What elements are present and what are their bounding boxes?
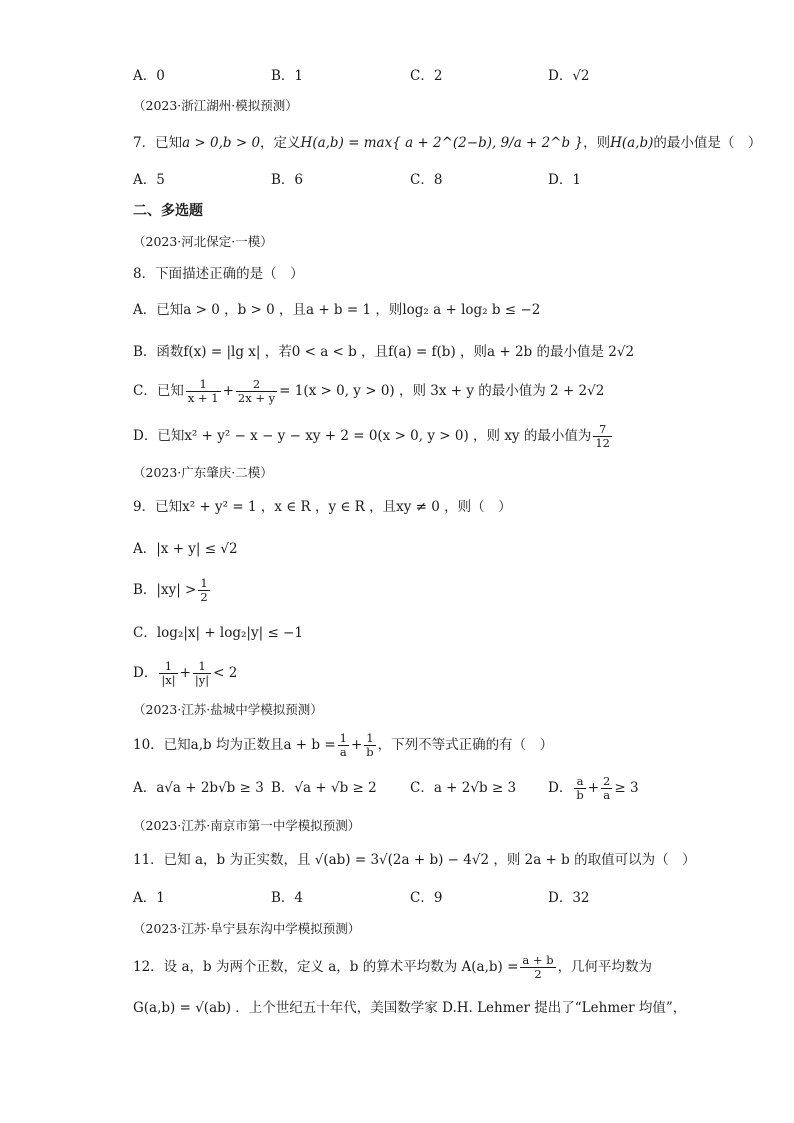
q9-option-c: C．log₂|x| + log₂|y| ≤ −1 [133, 625, 303, 641]
q7-option-c: C．8 [410, 172, 443, 188]
fraction: $\frac{a}{b}$ [576, 774, 584, 802]
q8-stem: 8．下面描述正确的是（ ） [133, 266, 304, 282]
q7-stem: 7．已知a > 0,b > 0，定义H(a,b) = max{ a + 2^(2−b), 9/a + 2^b }，则H(a,b)的最小值是（ ） [133, 135, 762, 151]
q8-option-d: D．已知x² + y² − x − y − xy + 2 = 0(x > 0, y > 0) ，则 xy 的最小值为 $\frac{7}{12}$ [133, 422, 610, 450]
fraction: $\frac{7}{12}$ [595, 422, 610, 450]
q10-option-d: D． $\frac{a}{b}$ + $\frac{2}{a}$ ≥ 3 [548, 774, 639, 802]
q8-option-b: B．函数f(x) = |lg x| ，若0 < a < b ，且f(a) = f(b) ，则a + 2b 的最小值是 2√2 [133, 344, 635, 360]
q10-option-c: C．a + 2√b ≥ 3 [410, 780, 517, 796]
q11-option-b: B．4 [271, 890, 304, 906]
q11-option-d: D．32 [548, 890, 590, 906]
fraction: $\frac{1}{|y|}$ [194, 659, 210, 687]
q9-option-d: D． $\frac{1}{|x|}$ + $\frac{1}{|y|}$ < 2 [133, 659, 238, 687]
q10-options [133, 771, 733, 805]
q8-source: （2023·河北保定·一模） [133, 234, 273, 249]
fraction: $\frac{a + b}{2}$ [522, 953, 554, 981]
q8-option-c: C．已知 $\frac{1}{x + 1}$ + $\frac{2}{2x + y}$ = 1(x > 0, y > 0) ，则 3x + y 的最小值为 2 + 2√2 [133, 377, 605, 405]
fraction: $\frac{1}{2}$ [200, 576, 208, 604]
q7-definition: H(a,b) = max{ a + 2^(2−b), 9/a + 2^b } [300, 135, 584, 151]
q6-options [133, 66, 733, 86]
q7-option-d: D．1 [548, 172, 581, 188]
q8-option-a: A．已知a > 0 ，b > 0 ，且a + b = 1 ，则log₂ a + log₂ b ≤ −2 [133, 302, 541, 318]
q7-options [133, 170, 733, 190]
fraction: $\frac{2}{2x + y}$ [237, 377, 276, 405]
q10-option-b: B．√a + √b ≥ 2 [271, 780, 377, 796]
q12-line2: G(a,b) = √(ab) ．上个世纪五十年代，美国数学家 D.H. Lehmer 提出了“Lehmer 均值”， [133, 1000, 687, 1016]
q10-stem: 10．已知a,b 均为正数且a + b = $\frac{1}{a}$ + $\frac{1}{b}$ ，下列不等式正确的有（ ） [133, 731, 554, 759]
q11-option-a: A．1 [133, 890, 165, 906]
q12-source: （2023·江苏·阜宁县东沟中学模拟预测） [133, 921, 361, 936]
fraction: $\frac{1}{b}$ [366, 731, 374, 759]
q10-source: （2023·江苏·盐城中学模拟预测） [133, 702, 323, 717]
q11-option-c: C．9 [410, 890, 443, 906]
q11-stem: 11．已知 a，b 为正实数，且 √(ab) = 3√(2a + b) − 4√2 ，则 2a + b 的取值可以为（ ） [133, 852, 696, 868]
fraction: $\frac{1}{x + 1}$ [187, 377, 219, 405]
q9-source: （2023·广东肇庆·二模） [133, 465, 273, 480]
q7-option-b: B．6 [271, 172, 304, 188]
fraction: $\frac{1}{a}$ [339, 731, 347, 759]
q9-option-b: B．|xy| > $\frac{1}{2}$ [133, 576, 208, 604]
q7-option-a: A．5 [133, 172, 165, 188]
q12-line1: 12．设 a，b 为两个正数，定义 a，b 的算术平均数为 A(a,b) = $\frac{a + b}{2}$ ，几何平均数为 [133, 953, 653, 981]
q6-option-c: C．2 [410, 68, 443, 84]
q6-option-d: D．√2 [548, 68, 590, 84]
fraction: $\frac{2}{a}$ [603, 774, 611, 802]
q9-option-a: A．|x + y| ≤ √2 [133, 541, 238, 557]
q11-options [133, 888, 733, 908]
q6-option-b: B．1 [271, 68, 304, 84]
q11-source: （2023·江苏·南京市第一中学模拟预测） [133, 818, 361, 833]
fraction: $\frac{1}{|x|}$ [161, 659, 176, 687]
q10-option-a: A．a√a + 2b√b ≥ 3 [133, 780, 264, 796]
section-heading: 二、多选题 [133, 203, 203, 219]
q9-stem: 9．已知x² + y² = 1 ，x ∈ R ，y ∈ R ，且xy ≠ 0 ，则（ ） [133, 499, 512, 515]
q7-source: （2023·浙江湖州·模拟预测） [133, 98, 298, 113]
q6-option-a: A．0 [133, 68, 165, 84]
